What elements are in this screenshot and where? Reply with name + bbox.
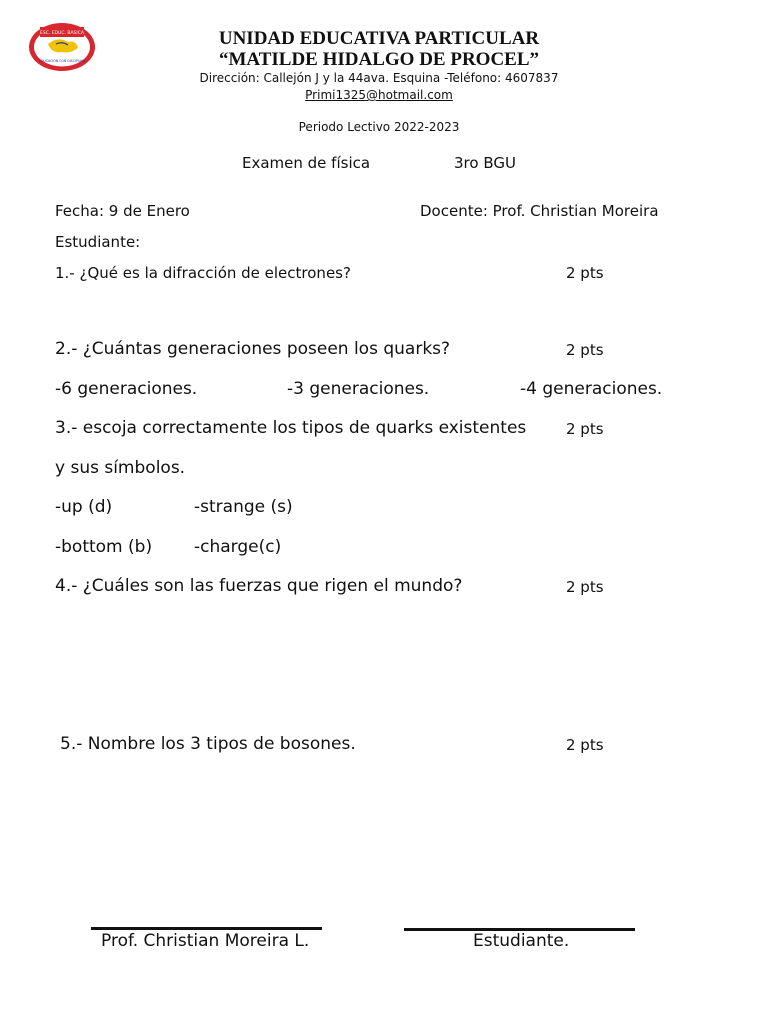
question-3-option-3: -bottom (b) bbox=[55, 537, 153, 557]
school-period: Periodo Lectivo 2022-2023 bbox=[298, 120, 460, 134]
school-address: Dirección: Callejón J y la 44ava. Esquina -Teléfono: 4607837 bbox=[199, 71, 559, 85]
school-subtitle: “MATILDE HIDALGO DE PROCEL” bbox=[218, 49, 540, 70]
question-2-points: 2 pts bbox=[566, 341, 604, 359]
exam-course: 3ro BGU bbox=[454, 154, 516, 172]
question-3: 3.- escoja correctamente los tipos de quarks existentes bbox=[55, 418, 527, 438]
question-2-option-3: -4 generaciones. bbox=[520, 379, 663, 399]
question-2: 2.- ¿Cuántas generaciones poseen los quarks? bbox=[55, 339, 451, 359]
question-3-option-1: -up (d) bbox=[55, 497, 113, 517]
question-3-points: 2 pts bbox=[566, 420, 604, 438]
student-signature-name: Estudiante. bbox=[473, 931, 570, 951]
svg-text:EDUCACIÓN CON DISCIPLINA: EDUCACIÓN CON DISCIPLINA bbox=[38, 59, 86, 63]
question-2-option-1: -6 generaciones. bbox=[55, 379, 198, 399]
question-4-points: 2 pts bbox=[566, 578, 604, 596]
question-3-option-2: -strange (s) bbox=[194, 497, 293, 517]
student-label: Estudiante: bbox=[55, 233, 141, 251]
exam-teacher: Docente: Prof. Christian Moreira bbox=[420, 202, 659, 220]
question-5: 5.- Nombre los 3 tipos de bosones. bbox=[60, 734, 356, 754]
school-email[interactable]: Primi1325@hotmail.com bbox=[305, 88, 453, 102]
exam-date: Fecha: 9 de Enero bbox=[55, 202, 190, 220]
teacher-signature-name: Prof. Christian Moreira L. bbox=[101, 931, 310, 951]
question-1: 1.- ¿Qué es la difracción de electrones? bbox=[55, 264, 351, 282]
question-3-option-4: -charge(c) bbox=[194, 537, 282, 557]
question-4: 4.- ¿Cuáles son las fuerzas que rigen el mundo? bbox=[55, 576, 463, 596]
exam-title: Examen de física bbox=[242, 154, 371, 172]
question-3-continuation: y sus símbolos. bbox=[55, 458, 186, 478]
school-name: UNIDAD EDUCATIVA PARTICULAR bbox=[218, 28, 540, 49]
svg-text:ESC. EDUC. BASICA: ESC. EDUC. BASICA bbox=[40, 31, 84, 36]
teacher-signature-line bbox=[91, 927, 322, 930]
question-5-points: 2 pts bbox=[566, 736, 604, 754]
question-2-option-2: -3 generaciones. bbox=[287, 379, 430, 399]
question-1-points: 2 pts bbox=[566, 264, 604, 282]
